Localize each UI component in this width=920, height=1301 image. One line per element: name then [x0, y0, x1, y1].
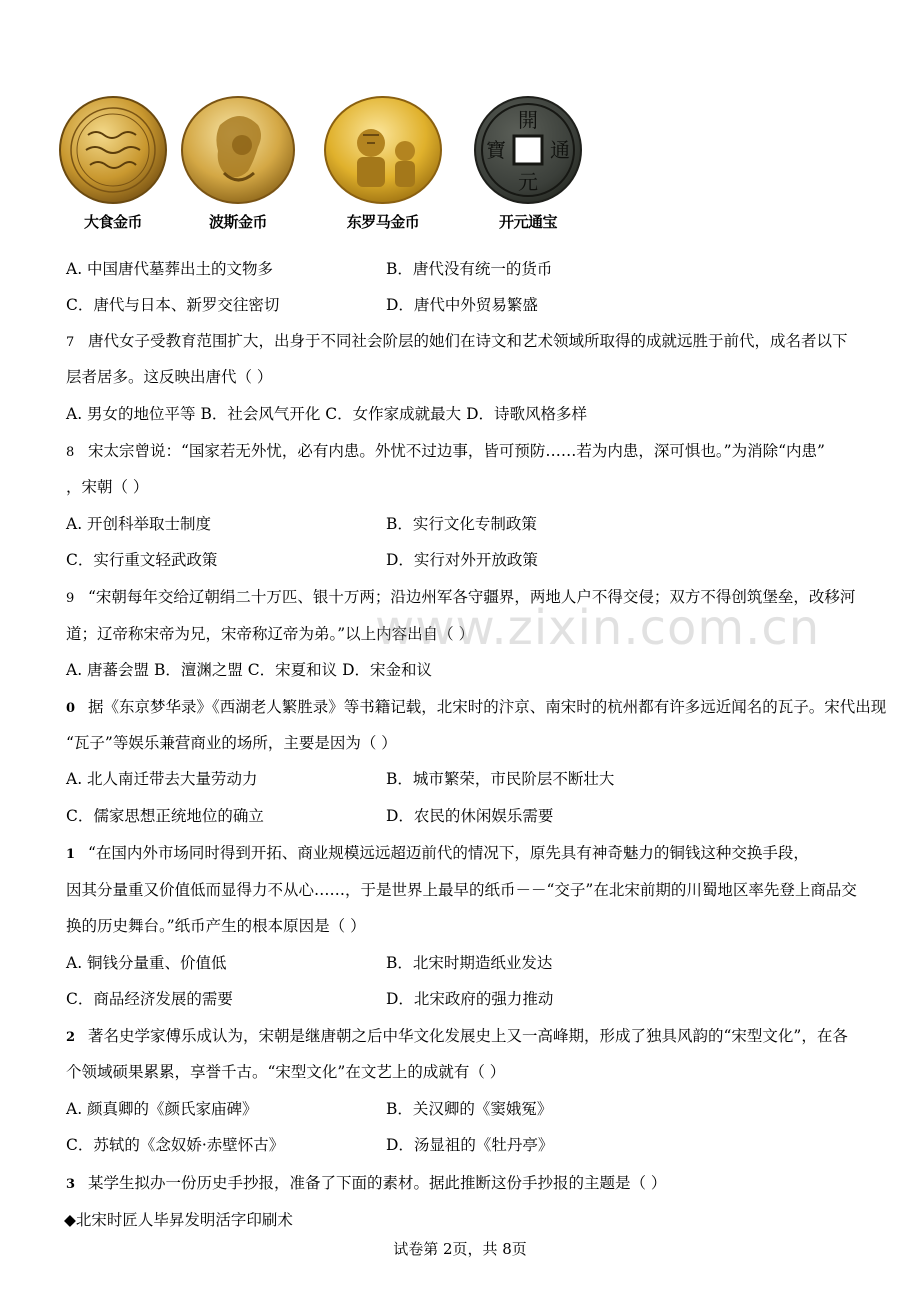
q11-option-d: D．北宋政府的强力推动: [386, 990, 554, 1008]
q11-text-1: “在国内外市场同时得到开拓、商业规模远远超迈前代的情况下，原先具有神奇魅力的铜钱这种交换手段，: [88, 844, 809, 862]
q12-option-c: C．苏轼的《念奴娇·赤壁怀古》: [66, 1136, 285, 1154]
coin-persia: [173, 95, 303, 232]
q10-option-c: C．儒家思想正统地位的确立: [66, 807, 264, 825]
page-footer: 试卷第 2页，共 8页: [393, 1240, 527, 1258]
q11-stem-line1: [66, 843, 866, 865]
question-number: 3: [66, 1177, 76, 1192]
q12-option-d: D．汤显祖的《牡丹亭》: [386, 1136, 554, 1154]
q9-text-1: “宋朝每年交给辽朝绢二十万匹、银十万两；沿边州军各守疆界，两地人户不得交侵；双方不得创筑堡垒，改移河: [88, 588, 856, 606]
kaiyuan-tongbao-coin-icon: [468, 95, 588, 205]
q13-stem-line1: [66, 1173, 866, 1195]
q9-options: A. 唐蕃会盟 B．澶渊之盟 C．宋夏和议 D．宋金和议: [66, 661, 433, 679]
persian-gold-coin-icon: [180, 95, 296, 205]
q11-option-b: B．北宋时期造纸业发达: [386, 954, 553, 972]
q6-option-b: B．唐代没有统一的货币: [386, 260, 553, 278]
coin-figure: [48, 95, 608, 240]
coin-label: 大食金币: [83, 213, 142, 231]
q10-option-d: D．农民的休闲娱乐需要: [386, 807, 554, 825]
q8-stem-line2: ，宋朝（ ）: [66, 478, 149, 496]
q8-text-1: 宋太宗曾说：“国家若无外忧，必有内患。外忧不过边事，皆可预防……若为内患，深可惧也。”为消除“内患”: [88, 442, 825, 460]
question-number: 7: [66, 335, 75, 350]
q12-stem-line2: 个领域硕果累累，享誉千古。“宋型文化”在文艺上的成就有（ ）: [66, 1063, 506, 1081]
coin-byzantine: [318, 95, 448, 232]
q12-text-1: 著名史学家傅乐成认为，宋朝是继唐朝之后中华文化发展史上又一高峰期，形成了独具风韵的“宋型文化”，在各: [88, 1027, 848, 1045]
q8-option-d: D．实行对外开放政策: [386, 551, 538, 569]
question-number: 9: [66, 591, 75, 606]
q12-option-a: A. 颜真卿的《颜氏家庙碑》: [66, 1100, 258, 1118]
q8-stem-line1: [66, 441, 866, 463]
coin-label: 波斯金币: [208, 213, 267, 231]
q10-option-a: A. 北人南迁带去大量劳动力: [66, 770, 258, 788]
q7-text-1: 唐代女子受教育范围扩大，出身于不同社会阶层的她们在诗文和艺术领域所取得的成就远胜于前代，成名者以下: [88, 332, 848, 350]
q10-option-b: B．城市繁荣，市民阶层不断壮大: [386, 770, 615, 788]
question-number: 2: [66, 1030, 76, 1045]
svg-text:寶: 寶: [486, 138, 506, 162]
q12-option-b: B．关汉卿的《窦娥冤》: [386, 1100, 553, 1118]
q6-option-d: D．唐代中外贸易繁盛: [386, 296, 538, 314]
q6-option-c: C．唐代与日本、新罗交往密切: [66, 296, 280, 314]
q7-options: A. 男女的地位平等 B．社会风气开化 C．女作家成就最大 D．诗歌风格多样: [66, 405, 588, 423]
q11-stem-line3: 换的历史舞台。”纸币产生的根本原因是（ ）: [66, 917, 366, 935]
coin-label: 东罗马金币: [346, 213, 420, 231]
q8-option-a: A. 开创科举取士制度: [66, 515, 212, 533]
q10-stem-line1: [66, 697, 887, 719]
dashi-gold-coin-icon: [58, 95, 168, 205]
q9-stem-line2: 道；辽帝称宋帝为兄，宋帝称辽帝为弟。”以上内容出自（ ）: [66, 625, 475, 643]
svg-text:通: 通: [550, 138, 570, 162]
q7-stem-line2: 层者居多。这反映出唐代（ ）: [66, 368, 273, 386]
coin-kaiyuan: [463, 95, 593, 232]
coin-dashi: [48, 95, 178, 232]
svg-text:開: 開: [518, 108, 538, 132]
question-number: 0: [66, 701, 76, 716]
question-number: 1: [66, 847, 76, 862]
q8-option-c: C．实行重文轻武政策: [66, 551, 218, 569]
q11-option-c: C．商品经济发展的需要: [66, 990, 233, 1008]
svg-text:元: 元: [518, 170, 538, 194]
q11-option-a: A. 铜钱分量重、价值低: [66, 954, 227, 972]
coin-label: 开元通宝: [498, 213, 557, 231]
q13-text-1: 某学生拟办一份历史手抄报，准备了下面的素材。据此推断这份手抄报的主题是（ ）: [88, 1174, 667, 1192]
q13-bullet-item: ◆北宋时匠人毕昇发明活字印刷术: [64, 1211, 293, 1229]
watermark: www.zixin.com.cn: [375, 600, 821, 656]
q8-option-b: B．实行文化专制政策: [386, 515, 537, 533]
byzantine-gold-coin-icon: [323, 95, 443, 205]
q7-stem-line1: [66, 331, 866, 353]
q11-stem-line2: 因其分量重又价值低而显得力不从心……，于是世界上最早的纸币－－“交子”在北宋前期的川蜀地区率先登上商品交: [66, 881, 857, 899]
q10-stem-line2: “瓦子”等娱乐兼营商业的场所，主要是因为（ ）: [66, 734, 397, 752]
question-number: 8: [66, 445, 75, 460]
q12-stem-line1: [66, 1026, 866, 1048]
q10-text-1: 据《东京梦华录》《西湖老人繁胜录》等书籍记载，北宋时的汴京、南宋时的杭州都有许多远近闻名的瓦子。宋代出现: [88, 698, 887, 716]
q6-option-a: A. 中国唐代墓葬出土的文物多: [66, 260, 274, 278]
